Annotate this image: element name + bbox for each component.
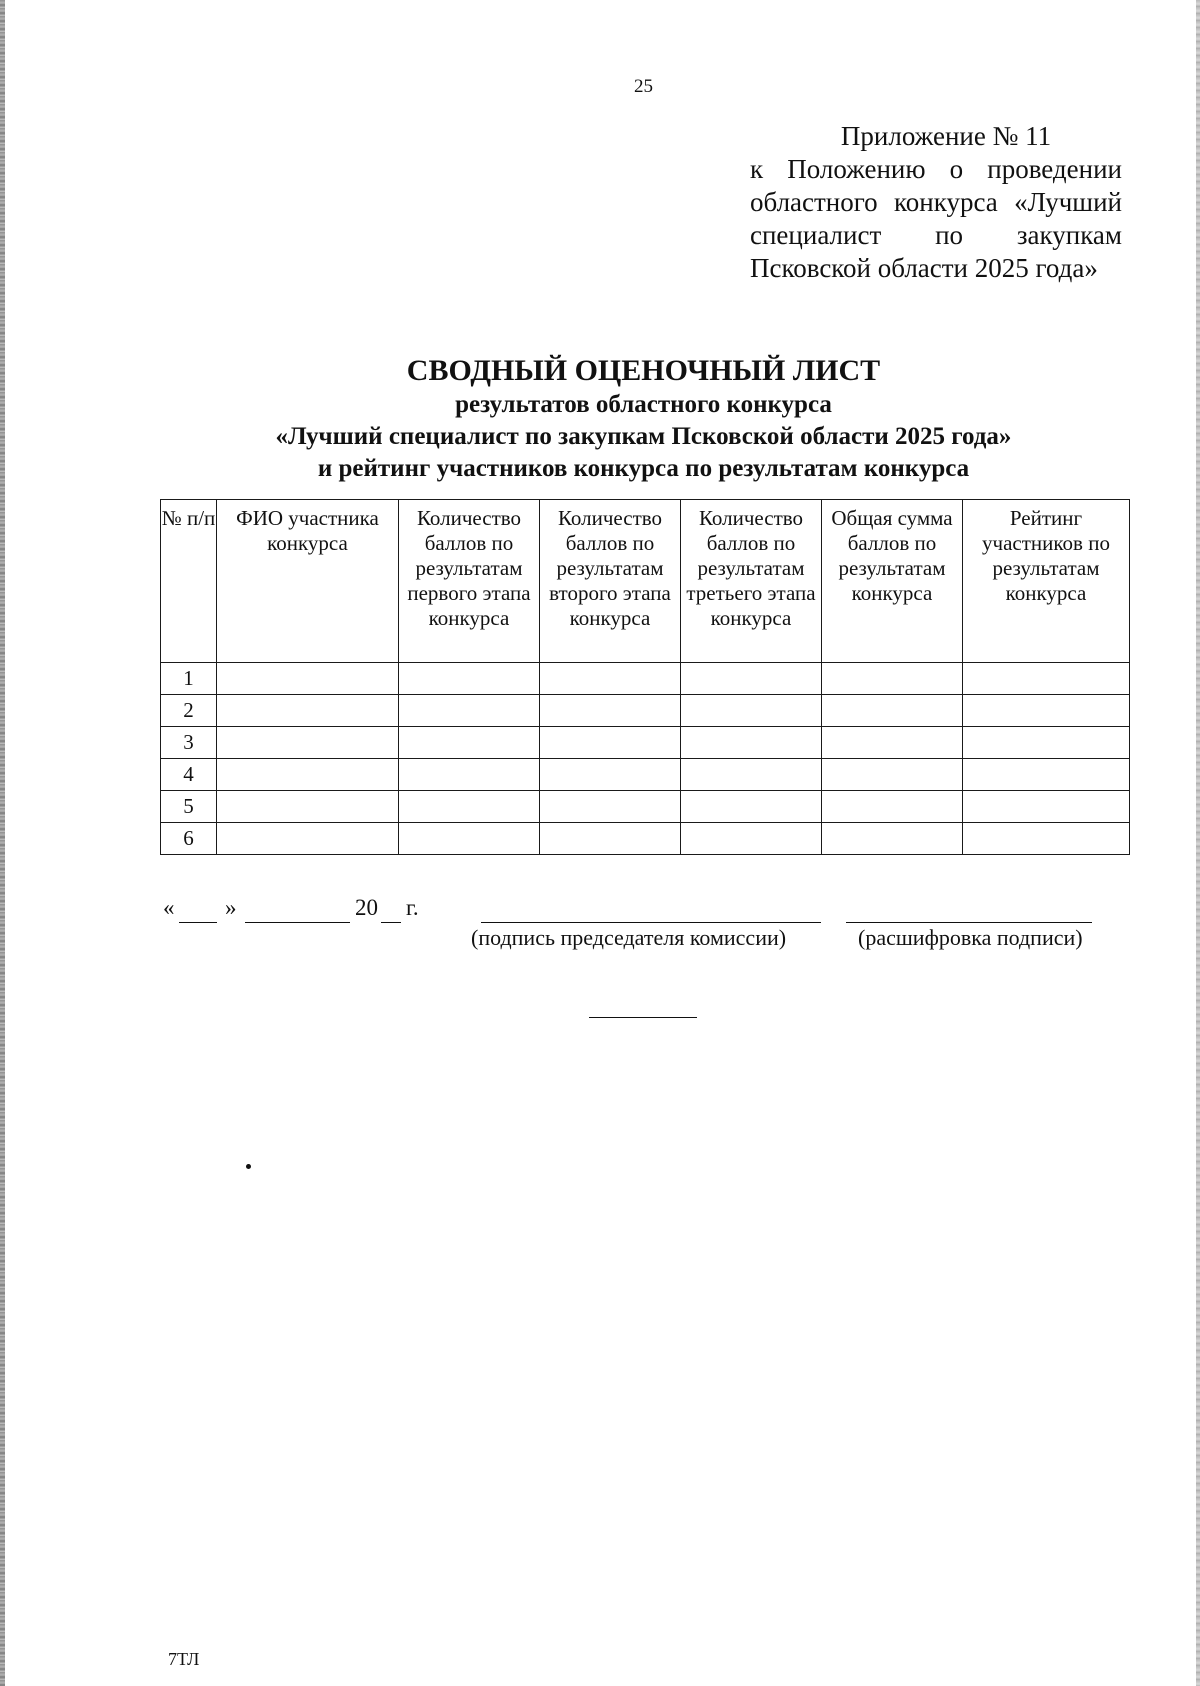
heading-line-2: «Лучший специалист по закупкам Псковской области 2025 года»	[275, 423, 1012, 450]
rating-cell	[963, 791, 1130, 823]
table-row	[161, 663, 1130, 695]
participant-name-cell	[217, 759, 399, 791]
closing-divider	[589, 1017, 697, 1018]
stray-dot	[246, 1164, 251, 1169]
participant-name-cell	[217, 727, 399, 759]
row-number-cell: 3	[161, 727, 217, 759]
column-header-stage3-score: Количество баллов по результатам третьего этапа конкурса	[681, 500, 822, 663]
stage2-score-cell	[540, 727, 681, 759]
signature-decode-caption: (расшифровка подписи)	[858, 925, 1083, 950]
table-row	[161, 695, 1130, 727]
rating-cell	[963, 695, 1130, 727]
month-blank-line	[245, 922, 350, 923]
column-header-number: № п/п	[161, 500, 217, 663]
signature-block	[163, 895, 1123, 955]
total-score-cell	[822, 695, 963, 727]
stage3-score-cell	[681, 663, 822, 695]
document-title: СВОДНЫЙ ОЦЕНОЧНЫЙ ЛИСТ	[406, 354, 881, 387]
column-header-stage1-score: Количество баллов по результатам первого этапа конкурса	[399, 500, 540, 663]
participant-name-cell	[217, 695, 399, 727]
table-header-row	[161, 500, 1130, 663]
year-blank-line	[381, 922, 401, 923]
stage2-score-cell	[540, 695, 681, 727]
chair-signature-line	[481, 922, 821, 923]
appendix-line: специалист по закупкам	[750, 220, 1122, 250]
column-header-rating: Рейтинг участников по результатам конкурса	[963, 500, 1130, 663]
heading-line-3: и рейтинг участников конкурса по результатам конкурса	[317, 455, 970, 482]
rating-cell	[963, 823, 1130, 855]
rating-cell	[963, 759, 1130, 791]
signature-decode-line	[846, 922, 1092, 923]
day-blank-line	[179, 922, 217, 923]
row-number-cell: 2	[161, 695, 217, 727]
column-header-participant-name: ФИО участника конкурса	[217, 500, 399, 663]
year-suffix: г.	[406, 895, 419, 920]
date-open-quote: «	[163, 895, 175, 920]
stage1-score-cell	[399, 663, 540, 695]
appendix-line: областного конкурса «Лучший	[750, 187, 1122, 217]
appendix-line: к Положению о проведении	[750, 154, 1122, 184]
rating-cell	[963, 727, 1130, 759]
stage1-score-cell	[399, 791, 540, 823]
total-score-cell	[822, 791, 963, 823]
appendix-block	[750, 120, 1122, 285]
stage3-score-cell	[681, 791, 822, 823]
scan-edge-right	[1196, 0, 1200, 1686]
participant-name-cell	[217, 663, 399, 695]
row-number-cell: 5	[161, 791, 217, 823]
stage1-score-cell	[399, 759, 540, 791]
footer-code: 7ТЛ	[168, 1649, 200, 1669]
column-header-total-score: Общая сумма баллов по результатам конкурса	[822, 500, 963, 663]
date-close-quote: »	[225, 895, 237, 920]
rating-cell	[963, 663, 1130, 695]
scan-edge-left	[0, 0, 5, 1686]
row-number-cell: 6	[161, 823, 217, 855]
stage2-score-cell	[540, 663, 681, 695]
stage3-score-cell	[681, 823, 822, 855]
table-row	[161, 791, 1130, 823]
total-score-cell	[822, 823, 963, 855]
stage3-score-cell	[681, 759, 822, 791]
appendix-title: Приложение № 11	[840, 121, 1052, 151]
stage2-score-cell	[540, 759, 681, 791]
stage2-score-cell	[540, 823, 681, 855]
column-header-stage2-score: Количество баллов по результатам второго этапа конкурса	[540, 500, 681, 663]
stage3-score-cell	[681, 727, 822, 759]
row-number-cell: 1	[161, 663, 217, 695]
stage1-score-cell	[399, 823, 540, 855]
stage1-score-cell	[399, 695, 540, 727]
stage3-score-cell	[681, 695, 822, 727]
table-row	[161, 727, 1130, 759]
appendix-line: Псковской области 2025 года»	[750, 253, 1098, 283]
stage2-score-cell	[540, 791, 681, 823]
table-row	[161, 759, 1130, 791]
participant-name-cell	[217, 791, 399, 823]
row-number-cell: 4	[161, 759, 217, 791]
total-score-cell	[822, 663, 963, 695]
table-row	[161, 823, 1130, 855]
total-score-cell	[822, 759, 963, 791]
summary-score-table	[160, 499, 1130, 855]
heading-line-1: результатов областного конкурса	[455, 391, 832, 418]
chair-signature-caption: (подпись председателя комиссии)	[471, 925, 787, 950]
participant-name-cell	[217, 823, 399, 855]
total-score-cell	[822, 727, 963, 759]
year-prefix: 20	[355, 895, 378, 920]
stage1-score-cell	[399, 727, 540, 759]
page-number: 25	[634, 76, 653, 97]
document-heading	[100, 353, 1187, 485]
